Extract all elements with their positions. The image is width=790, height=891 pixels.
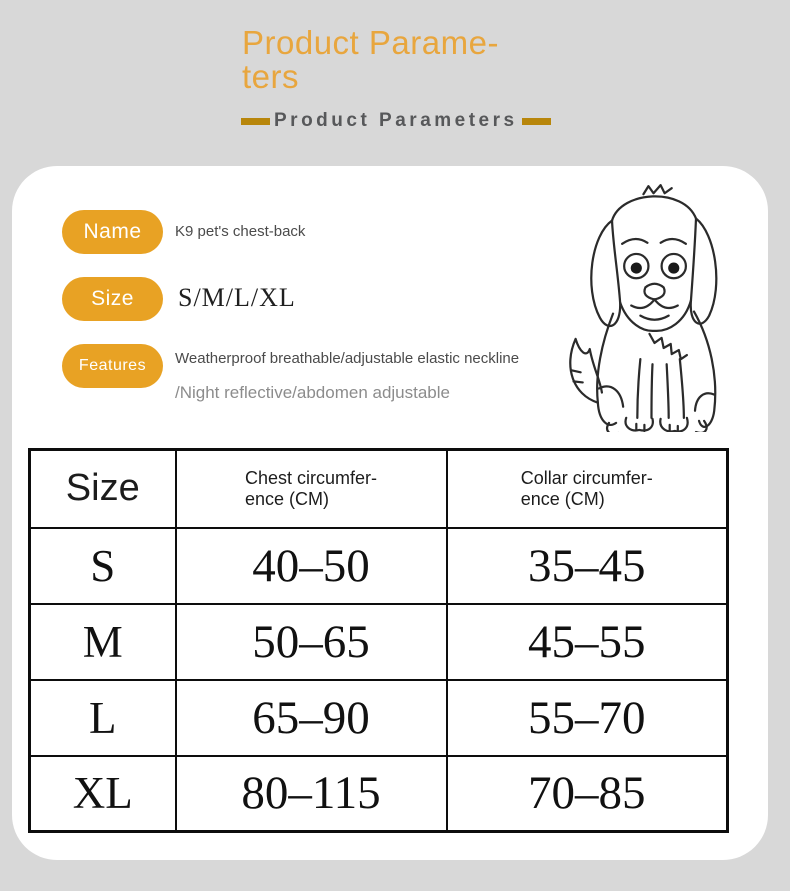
size-cell: M xyxy=(30,604,176,680)
collar-column-header: Collar circumfer- ence (CM) xyxy=(447,450,728,528)
page-title xyxy=(242,26,499,94)
product-features-line2: /Night reflective/abdomen adjustable xyxy=(175,383,450,402)
name-label: Name xyxy=(83,220,142,243)
page-title-line1: Product Parame- xyxy=(242,24,499,61)
collar-cell: 35–45 xyxy=(447,528,728,604)
chest-cell: 80–115 xyxy=(176,756,447,832)
product-name-value: K9 pet's chest-back xyxy=(175,223,306,240)
collar-cell: 45–55 xyxy=(447,604,728,680)
features-label-pill xyxy=(62,344,163,388)
chest-cell: 50–65 xyxy=(176,604,447,680)
size-label-pill xyxy=(62,277,163,321)
size-table-header-row xyxy=(30,450,728,528)
size-label: Size xyxy=(91,287,134,310)
features-label: Features xyxy=(78,357,147,374)
heading-right-dash-decoration xyxy=(522,118,551,125)
table-row-l xyxy=(30,680,728,756)
chest-column-header: Chest circumfer- ence (CM) xyxy=(176,450,447,528)
size-table xyxy=(28,448,729,833)
size-column-header: Size xyxy=(30,450,176,528)
section-heading-label: Product Parameters xyxy=(274,110,518,131)
name-label-pill xyxy=(62,210,163,254)
chest-cell: 65–90 xyxy=(176,680,447,756)
table-row-xl xyxy=(30,756,728,832)
collar-cell: 70–85 xyxy=(447,756,728,832)
table-row-s xyxy=(30,528,728,604)
chest-cell: 40–50 xyxy=(176,528,447,604)
heading-left-dash-decoration xyxy=(241,118,270,125)
section-heading xyxy=(241,110,551,132)
product-size-value: S/M/L/XL xyxy=(178,283,296,312)
collar-cell: 55–70 xyxy=(447,680,728,756)
dog-illustration xyxy=(555,174,750,432)
size-cell: S xyxy=(30,528,176,604)
page-title-line2: ters xyxy=(242,58,300,95)
size-cell: L xyxy=(30,680,176,756)
table-row-m xyxy=(30,604,728,680)
size-cell: XL xyxy=(30,756,176,832)
product-features-line1: Weatherproof breathable/adjustable elastic neckline xyxy=(175,350,520,367)
